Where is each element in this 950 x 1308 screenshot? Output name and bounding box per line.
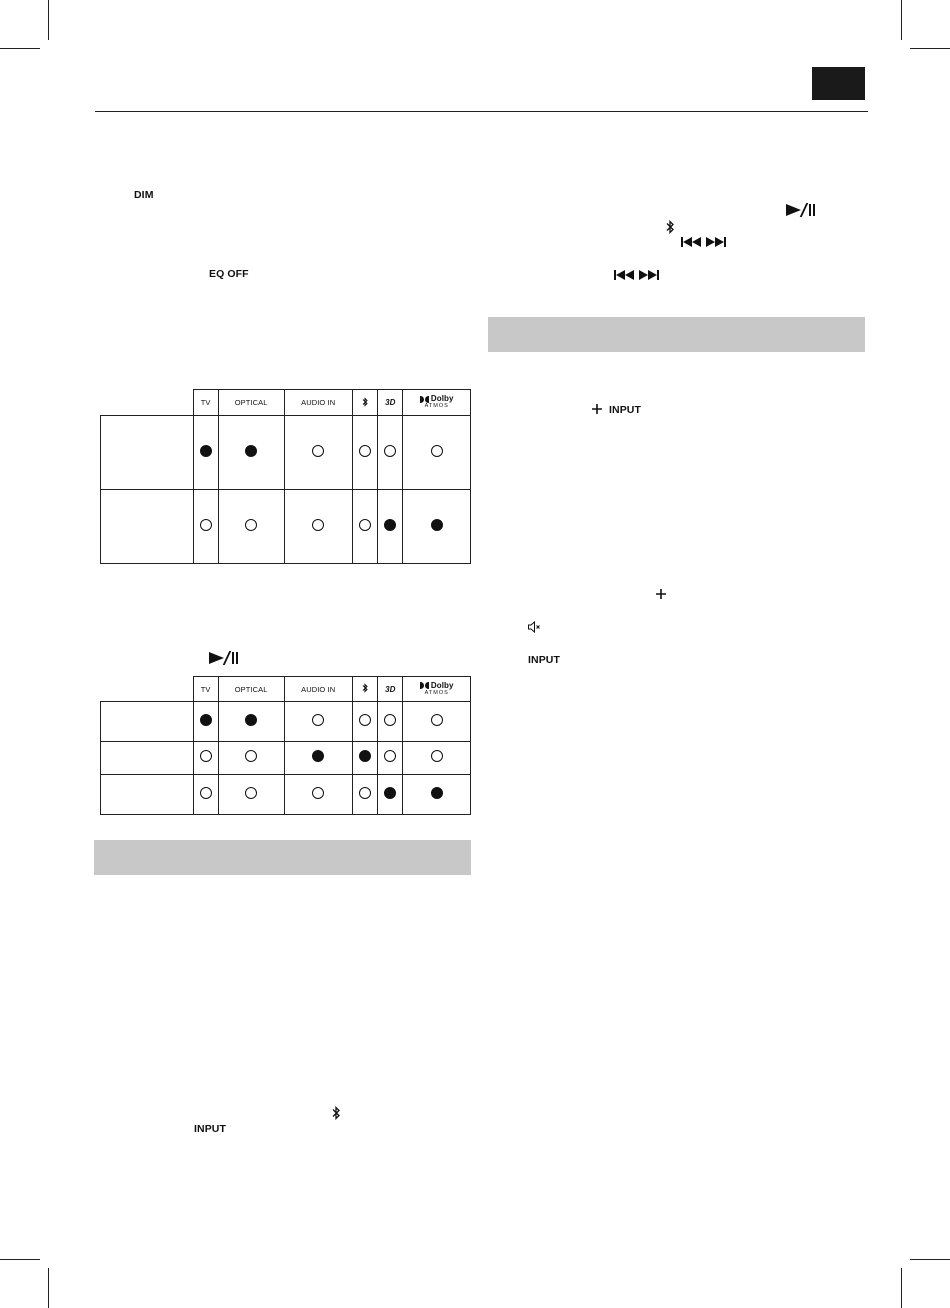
led-off-indicator <box>431 714 443 726</box>
led-cell <box>284 490 352 564</box>
row-label <box>101 742 194 775</box>
column-header-dolby-atmos <box>403 390 471 416</box>
column-header-3d: 3D <box>378 390 403 416</box>
led-on-indicator <box>431 519 443 531</box>
column-header-audio-in: AUDIO IN <box>284 390 352 416</box>
led-off-indicator <box>312 714 324 726</box>
column-header-tv: TV <box>193 390 218 416</box>
led-cell <box>284 702 352 742</box>
led-cell <box>403 702 471 742</box>
mute-icon <box>527 620 541 634</box>
crop-mark <box>910 1259 950 1260</box>
table-row <box>101 742 471 775</box>
row-label <box>101 416 194 490</box>
led-cell <box>193 702 218 742</box>
led-cell <box>378 490 403 564</box>
led-cell <box>352 416 377 490</box>
row-label <box>101 702 194 742</box>
plus-icon <box>656 589 666 599</box>
led-cell <box>403 742 471 775</box>
led-cell <box>218 742 284 775</box>
row-label <box>101 490 194 564</box>
skip-next-icon <box>639 270 659 280</box>
column-header-tv: TV <box>193 677 218 702</box>
led-cell <box>352 490 377 564</box>
led-cell <box>193 742 218 775</box>
led-cell <box>352 702 377 742</box>
header-divider <box>95 111 868 112</box>
led-on-indicator <box>384 787 396 799</box>
eq-off-label: EQ OFF <box>209 268 249 280</box>
table-row <box>101 702 471 742</box>
bluetooth-icon <box>362 397 368 407</box>
bluetooth-icon <box>362 683 368 693</box>
led-off-indicator <box>245 519 257 531</box>
led-off-indicator <box>384 750 396 762</box>
led-off-indicator <box>384 714 396 726</box>
led-cell <box>403 416 471 490</box>
led-off-indicator <box>312 445 324 457</box>
led-on-indicator <box>200 445 212 457</box>
led-cell <box>218 416 284 490</box>
crop-mark <box>0 48 40 49</box>
input-label: INPUT <box>609 404 641 416</box>
led-off-indicator <box>312 519 324 531</box>
column-header-audio-in: AUDIO IN <box>284 677 352 702</box>
column-header-optical: OPTICAL <box>218 677 284 702</box>
column-header-bluetooth <box>352 390 377 416</box>
led-cell <box>378 742 403 775</box>
led-cell <box>284 775 352 815</box>
led-off-indicator <box>431 445 443 457</box>
plus-icon <box>592 404 602 414</box>
led-cell <box>218 490 284 564</box>
table-row <box>101 416 471 490</box>
led-off-indicator <box>359 519 371 531</box>
dim-label: DIM <box>134 189 154 201</box>
dolby-atmos-logo: Dolby ATMOS <box>420 395 454 410</box>
led-cell <box>284 742 352 775</box>
dolby-icon <box>420 396 429 403</box>
column-header-3d: 3D <box>378 677 403 702</box>
led-off-indicator <box>200 787 212 799</box>
row-label <box>101 775 194 815</box>
led-off-indicator <box>359 787 371 799</box>
crop-mark <box>901 0 902 40</box>
led-cell <box>378 775 403 815</box>
led-on-indicator <box>200 714 212 726</box>
skip-buttons-icons <box>614 270 659 280</box>
led-cell <box>403 775 471 815</box>
led-cell <box>284 416 352 490</box>
led-cell <box>218 775 284 815</box>
skip-next-icon <box>706 237 726 247</box>
column-header-dolby-atmos <box>403 677 471 702</box>
led-table-2 <box>100 676 471 815</box>
column-header-bluetooth <box>352 677 377 702</box>
input-label: INPUT <box>528 654 560 666</box>
bluetooth-icon <box>332 1106 340 1120</box>
led-on-indicator <box>245 445 257 457</box>
led-cell <box>378 416 403 490</box>
bluetooth-icon <box>666 220 674 234</box>
led-cell <box>378 702 403 742</box>
led-off-indicator <box>200 750 212 762</box>
led-off-indicator <box>359 714 371 726</box>
section-heading-bar-right <box>488 317 865 352</box>
led-off-indicator <box>245 750 257 762</box>
language-tab <box>812 67 865 100</box>
skip-previous-icon <box>681 237 701 247</box>
crop-mark <box>901 1268 902 1308</box>
play-pause-icon <box>786 203 815 221</box>
led-off-indicator <box>312 787 324 799</box>
play-pause-icon <box>209 651 238 669</box>
led-cell <box>352 742 377 775</box>
led-on-indicator <box>431 787 443 799</box>
dolby-icon <box>420 682 429 689</box>
led-table-1 <box>100 389 471 564</box>
led-off-indicator <box>384 445 396 457</box>
led-on-indicator <box>384 519 396 531</box>
led-on-indicator <box>312 750 324 762</box>
led-cell <box>352 775 377 815</box>
led-off-indicator <box>200 519 212 531</box>
crop-mark <box>48 0 49 40</box>
dolby-atmos-logo: Dolby ATMOS <box>420 682 454 697</box>
crop-mark <box>910 48 950 49</box>
crop-mark <box>48 1268 49 1308</box>
led-on-indicator <box>245 714 257 726</box>
column-header-optical: OPTICAL <box>218 390 284 416</box>
led-off-indicator <box>245 787 257 799</box>
led-cell <box>193 775 218 815</box>
led-cell <box>218 702 284 742</box>
led-cell <box>193 416 218 490</box>
led-off-indicator <box>431 750 443 762</box>
skip-previous-icon <box>614 270 634 280</box>
led-on-indicator <box>359 750 371 762</box>
table-row <box>101 775 471 815</box>
skip-buttons-icons <box>681 237 726 247</box>
led-off-indicator <box>359 445 371 457</box>
led-cell <box>193 490 218 564</box>
crop-mark <box>0 1259 40 1260</box>
input-label: INPUT <box>194 1123 226 1135</box>
led-cell <box>403 490 471 564</box>
table-row <box>101 490 471 564</box>
section-heading-bar-left <box>94 840 471 875</box>
